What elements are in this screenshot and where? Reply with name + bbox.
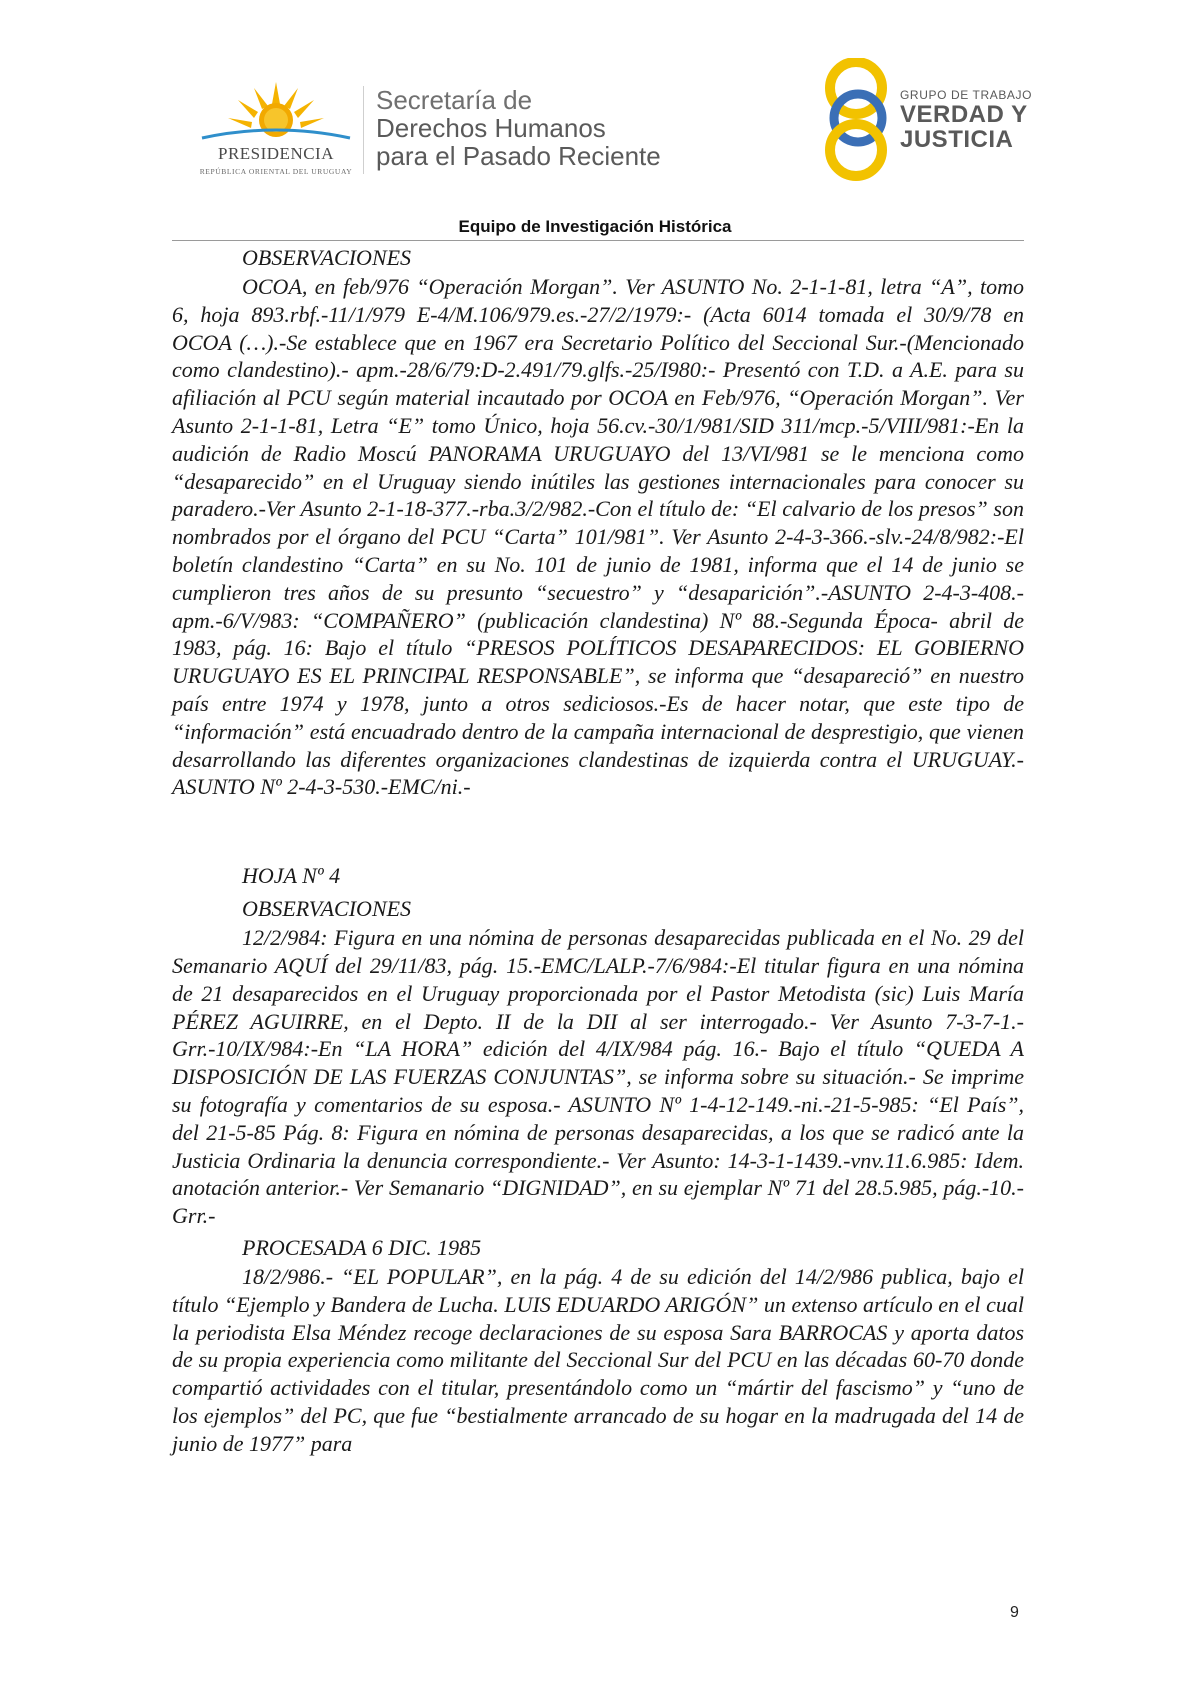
document-body [172,240,1024,1457]
grupo-verdad-justicia-logo [820,58,1050,184]
team-title: Equipo de Investigación Histórica [458,217,732,236]
secretaria-line1: Secretaría de [376,85,533,115]
observaciones-heading-2: OBSERVACIONES [242,896,412,922]
secretaria-line2: Derechos Humanos [376,113,606,143]
presidencia-subtitle: REPÚBLICA ORIENTAL DEL URUGUAY [199,167,353,176]
grupo-line2: VERDAD Y [900,101,1028,128]
paragraph-2-text: 12/2/984: Figura en una nómina de personas desaparecidas publicada en el No. 29 del Semanario AQUÍ del 29/11/83, pág. 15.-EMC/LALP.-7/6/984:-El titular figura en una nómina de 21 desaparecidos en el Uruguay proporcionada por el Pastor Metodista (sic) Luis María PÉREZ AGUIRRE, en el Depto. II de la DII al ser interrogado.- Ver Asunto 7-3-7-1.-Grr.-10/IX/984:-En “LA HORA” edición del 4/IX/984 pág. 16.- Bajo el título “QUEDA A DISPOSICIÓN DE LAS FUERZAS CONJUNTAS”, se informa sobre su situación.- Se imprime su fotografía y comentarios de su esposa.- ASUNTO Nº 1-4-12-149.-ni.-21-5-985: “El País”, del 21-5-85 Pág. 8: Figura en nómina de personas desaparecidas, a los que se radicó ante la Justicia Ordinaria la denuncia correspondiente.- Ver Asunto: 14-3-1-1439.-vnv.11.6.985: Idem. anotación anterior.- Ver Semanario “DIGNIDAD”, en su ejemplar Nº 71 del 28.5.985, pág.-10.- Grr.- [172,925,1024,1229]
grupo-text [900,88,1032,152]
observaciones-paragraph-2 [172,924,1024,1230]
procesada-heading: PROCESADA 6 DIC. 1985 [242,1234,482,1260]
observaciones-paragraph-1 [172,273,1024,801]
presidencia-logo [196,78,356,178]
intertwined-rings-icon [820,58,896,184]
hoja-heading: HOJA Nº 4 [242,863,341,889]
paragraph-1-text: OCOA, en feb/976 “Operación Morgan”. Ver ASUNTO No. 2-1-1-81, letra “A”, tomo 6, hoja 893.rbf.-11/1/979 E-4/M.106/979.es.-27/2/1979:- (Acta 6014 tomada el 30/9/78 en OCOA (…).-Se establece que en 1967 era Secretario Político del Seccional Sur.-(Mencionado como clandestino).- apm.-28/6/79:D-2.491/79.glfs.-25/I980:- Presentó con T.D. a A.E. para su afiliación al PCU según material incautado por OCOA en Feb/976, “Operación Morgan”. Ver Asunto 2-1-1-81, Letra “E” tomo Único, hoja 56.cv.-30/1/981/SID 311/mcp.-5/VIII/981:-En la audición de Radio Moscú PANORAMA URUGUAYO del 13/VI/981 se le menciona como “desaparecido” en el Uruguay siendo inútiles las gestiones internacionales para conocer su paradero.-Ver Asunto 2-1-18-377.-rba.3/2/982.-Con el título de: “El calvario de los presos” son nombrados por el órgano del PCU “Carta” 101/981”. Ver Asunto 2-4-3-366.-slv.-24/8/982:-El boletín clandestino “Carta” en su No. 101 de junio de 1981, informa que el 14 de junio se cumplieron tres años de su presunto “secuestro” y “desaparición”.-ASUNTO 2-4-3-408.-apm.-6/V/983: “COMPAÑERO” (publicación clandestina) Nº 88.-Segunda Época- abril de 1983, pág. 16: Bajo el título “PRESOS POLÍTICOS DESAPARECIDOS: EL GOBIERNO URUGUAYO ES EL PRINCIPAL RESPONSABLE”, se informa que “desapareció” en nuestro país entre 1974 y 1978, junto a otros sediciosos.-Es de hacer notar, que este tipo de “información” está encuadrado dentro de la campaña internacional de desprestigio, que vienen desarrollando las diferentes organizaciones clandestinas de izquierda contra el URUGUAY.-ASUNTO Nº 2-4-3-530.-EMC/ni.- [172,274,1024,800]
paragraph-3-text: 18/2/986.- “EL POPULAR”, en la pág. 4 de su edición del 14/2/986 publica, bajo el título “Ejemplo y Bandera de Lucha. LUIS EDUARDO ARIGÓN” un extenso artículo en el cual la periodista Elsa Méndez recoge declaraciones de su esposa Sara BARROCAS y aporta datos de su propia experiencia como militante del Seccional Sur del PCU en las décadas 60-70 donde compartió actividades con el titular, presentándolo como un “mártir del fascismo” y “uno de los ejemplos” del PC, que fue “bestialmente arrancado de su hogar en la madrugada del 14 de junio de 1977” para [172,1263,1024,1456]
secretaria-line3: para el Pasado Reciente [376,141,661,171]
presidencia-name: PRESIDENCIA [217,144,334,163]
observaciones-heading-1: OBSERVACIONES [242,245,412,270]
grupo-line3: JUSTICIA [900,126,1014,153]
sun-emblem-icon [196,78,356,144]
procesada-paragraph [172,1263,1024,1458]
secretaria-logo-text [376,86,661,170]
section-gap [172,801,1024,858]
grupo-line1: GRUPO DE TRABAJO [900,88,1033,102]
page-number: 9 [1010,1604,1019,1621]
header-divider [363,86,364,174]
page-header [0,0,1190,240]
